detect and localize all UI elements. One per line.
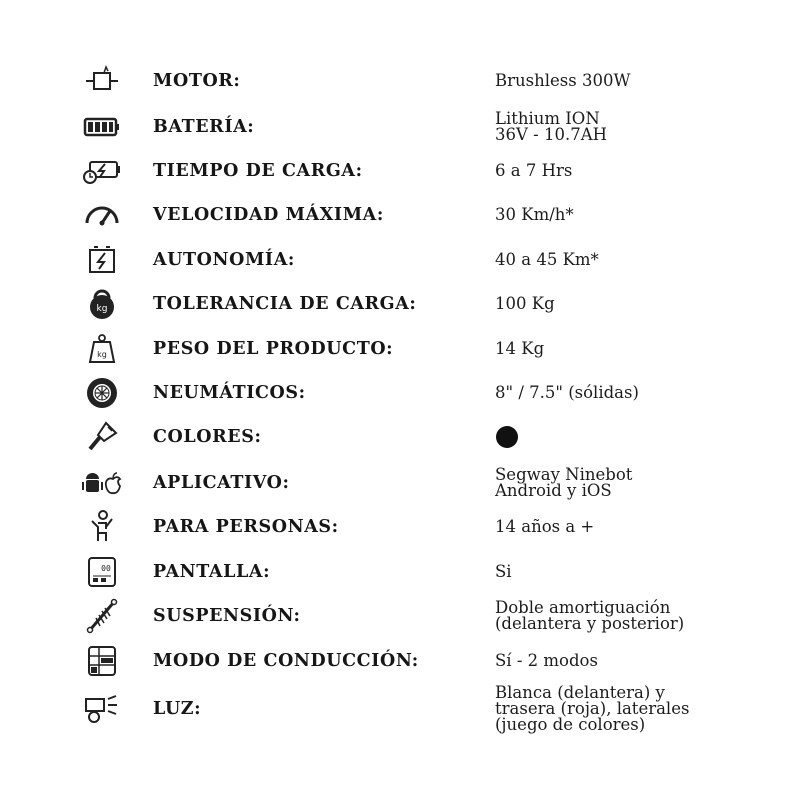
spec-value-line: Blanca (delantera) y [495, 683, 665, 702]
battery-icon [78, 105, 126, 149]
spec-value-line: 100 Kg [495, 294, 555, 313]
spec-value [495, 685, 689, 733]
color-swatch-black [496, 426, 518, 448]
display-icon [78, 550, 126, 594]
spec-value [495, 111, 607, 143]
svg-text:00: 00 [101, 564, 111, 573]
spec-label: TOLERANCIA DE CARGA: [153, 294, 417, 314]
spec-row [0, 327, 800, 371]
spec-value-line: (juego de colores) [495, 715, 646, 734]
spec-row [0, 639, 800, 683]
spec-row [0, 149, 800, 193]
spec-label: COLORES: [153, 427, 262, 447]
spec-value [495, 296, 555, 312]
spec-value [495, 73, 630, 89]
spec-value [495, 467, 632, 499]
spec-value-line: 14 Kg [495, 339, 545, 358]
spec-value [495, 207, 574, 223]
spec-value-line: (delantera y posterior) [495, 614, 685, 633]
spec-value [495, 519, 594, 535]
spec-value-line: 14 años a + [495, 517, 595, 536]
spec-value-line: 8" / 7.5" (sólidas) [495, 383, 639, 402]
kettlebell-icon [78, 282, 126, 326]
android-apple-icon [78, 461, 126, 505]
spec-value-line: Si [495, 562, 512, 581]
spec-label: PANTALLA: [153, 562, 271, 582]
paint-brush-icon [78, 415, 126, 459]
spec-value-line: 30 Km/h* [495, 205, 574, 224]
spec-value-line: Brushless 300W [495, 71, 631, 90]
spec-row [0, 550, 800, 594]
spec-label: MODO DE CONDUCCIÓN: [153, 651, 419, 671]
range-battery-icon [78, 238, 126, 282]
spec-label: MOTOR: [153, 71, 241, 91]
spec-row [0, 238, 800, 282]
light-icon [78, 687, 126, 731]
spec-value [495, 341, 544, 357]
person-icon [78, 505, 126, 549]
spec-row [0, 594, 800, 638]
spec-value-line: 6 a 7 Hrs [495, 161, 573, 180]
spec-label: PARA PERSONAS: [153, 517, 339, 537]
spec-label: APLICATIVO: [153, 473, 290, 493]
spec-label: VELOCIDAD MÁXIMA: [153, 205, 384, 225]
motor-icon [78, 59, 126, 103]
spec-value [495, 163, 572, 179]
spec-value [495, 653, 598, 669]
spec-label: LUZ: [153, 699, 202, 719]
spec-value [495, 564, 512, 580]
spec-value-line: 36V - 10.7AH [495, 125, 608, 144]
weight-icon [78, 327, 126, 371]
charge-time-icon [78, 149, 126, 193]
speedometer-icon [78, 193, 126, 237]
spec-row [0, 461, 800, 505]
spec-value [495, 252, 599, 268]
spec-value [495, 385, 639, 401]
spec-label: BATERÍA: [153, 117, 255, 137]
spec-value-line: trasera (roja), laterales [495, 699, 690, 718]
spec-value-line: Segway Ninebot [495, 465, 633, 484]
spec-row [0, 105, 800, 149]
spec-row [0, 371, 800, 415]
drive-mode-icon [78, 639, 126, 683]
spec-label: SUSPENSIÓN: [153, 606, 301, 626]
spec-value-line: Lithium ION [495, 109, 600, 128]
tire-icon [78, 371, 126, 415]
spec-value [495, 600, 684, 632]
spec-label: NEUMÁTICOS: [153, 383, 306, 403]
svg-text:kg: kg [96, 304, 108, 314]
spec-row [0, 683, 800, 734]
spec-row [0, 59, 800, 103]
suspension-icon [78, 594, 126, 638]
spec-row [0, 505, 800, 549]
spec-label: AUTONOMÍA: [153, 250, 295, 270]
spec-value-line: 40 a 45 Km* [495, 250, 599, 269]
spec-row [0, 282, 800, 326]
spec-row [0, 415, 800, 459]
spec-value-line: Android y iOS [495, 481, 612, 500]
svg-text:kg: kg [97, 350, 107, 359]
spec-label: PESO DEL PRODUCTO: [153, 339, 394, 359]
spec-row [0, 193, 800, 237]
spec-label: TIEMPO DE CARGA: [153, 161, 363, 181]
spec-value-line: Doble amortiguación [495, 598, 671, 617]
spec-value-line: Sí - 2 modos [495, 651, 598, 670]
